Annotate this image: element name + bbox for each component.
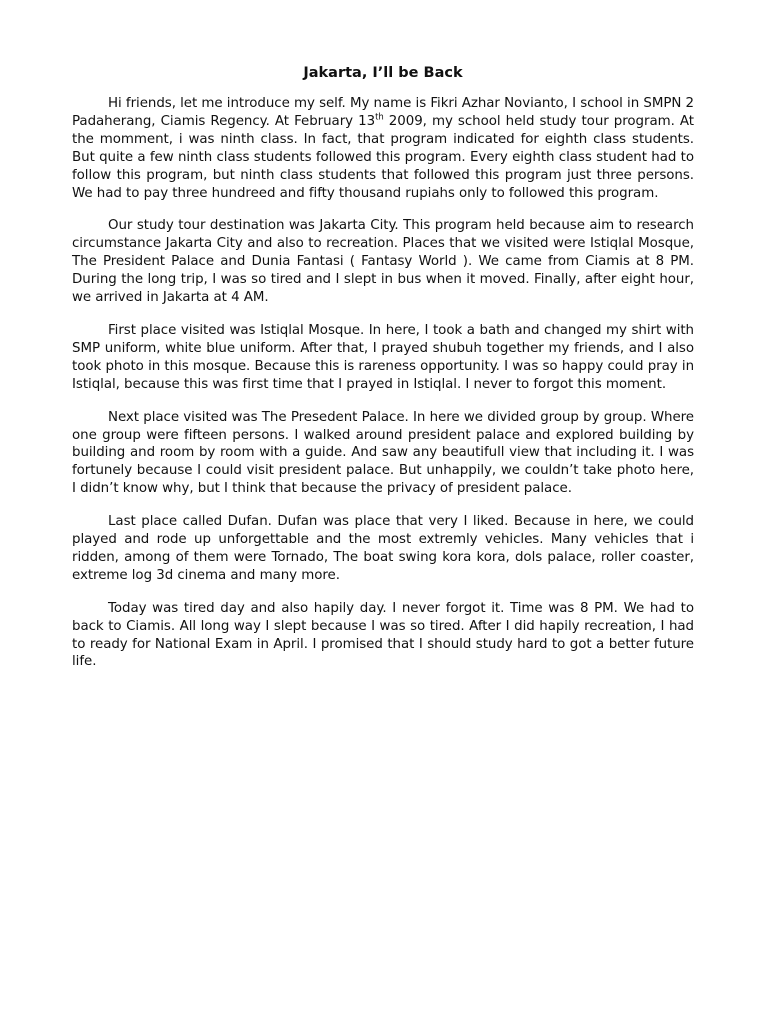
ordinal-suffix: th (375, 112, 384, 123)
document-title: Jakarta, I’ll be Back (303, 65, 463, 81)
intro-text-end: 2009, my school held study tour program. At the momment, i was ninth class. In fact, that program indicated for eighth class students. But quite a few ninth class students followed this program. Every eighth class student had to follow this program, but ninth class students that followed this program just three persons. We had to pay three hundreed and fifty thousand rupiahs only to followed this program. (72, 113, 694, 201)
paragraph-introduction (72, 95, 694, 202)
paragraph-palace: Next place visited was The Presedent Palace. In here we divided group by group. Where one group were fifteen persons. I walked around president palace and explored building by building and room by room with a guide. And saw any beautifull view that including it. I was fortunely because I could visit president palace. But unhappily, we couldn’t take photo here, I didn’t know why, but I think that because the privacy of president palace. (72, 409, 694, 497)
intro-text-start: Hi friends, let me introduce my self. My name is Fikri Azhar Novianto, I school in SMPN 2 Padaherang, Ciamis Regency. At February 13 (72, 96, 694, 129)
paragraph-istiqlal: First place visited was Istiqlal Mosque. In here, I took a bath and changed my shirt with SMP uniform, white blue uniform. After that, I prayed shubuh together my friends, and I also took photo in this mosque. Because this is rareness opportunity. I was so happy could pray in Istiqlal, because this was first time that I prayed in Istiqlal. I never to forgot this moment. (72, 322, 694, 392)
paragraph-dufan: Last place called Dufan. Dufan was place that very I liked. Because in here, we could played and rode up unforgettable and the most extremly vehicles. Many vehicles that i ridden, among of them were Tornado, The boat swing kora kora, dols palace, roller coaster, extreme log 3d cinema and many more. (72, 514, 694, 583)
paragraph-destination: Our study tour destination was Jakarta City. This program held because aim to research circumstance Jakarta City and also to recreation. Places that we visited were Istiqlal Mosque, The President Palace and Dunia Fantasi ( Fantasy World ). We came from Ciamis at 8 PM. During the long trip, I was so tired and I slept in bus when it moved. Finally, after eight hour, we arrived in Jakarta at 4 AM. (72, 218, 694, 306)
paragraph-closing: Today was tired day and also hapily day. I never forgot it. Time was 8 PM. We had to back to Ciamis. All long way I slept because I was so tired. After I did hapily recreation, I had to ready for National Exam in April. I promised that I should study hard to got a better future life. (72, 600, 694, 670)
document-page (72, 64, 694, 686)
